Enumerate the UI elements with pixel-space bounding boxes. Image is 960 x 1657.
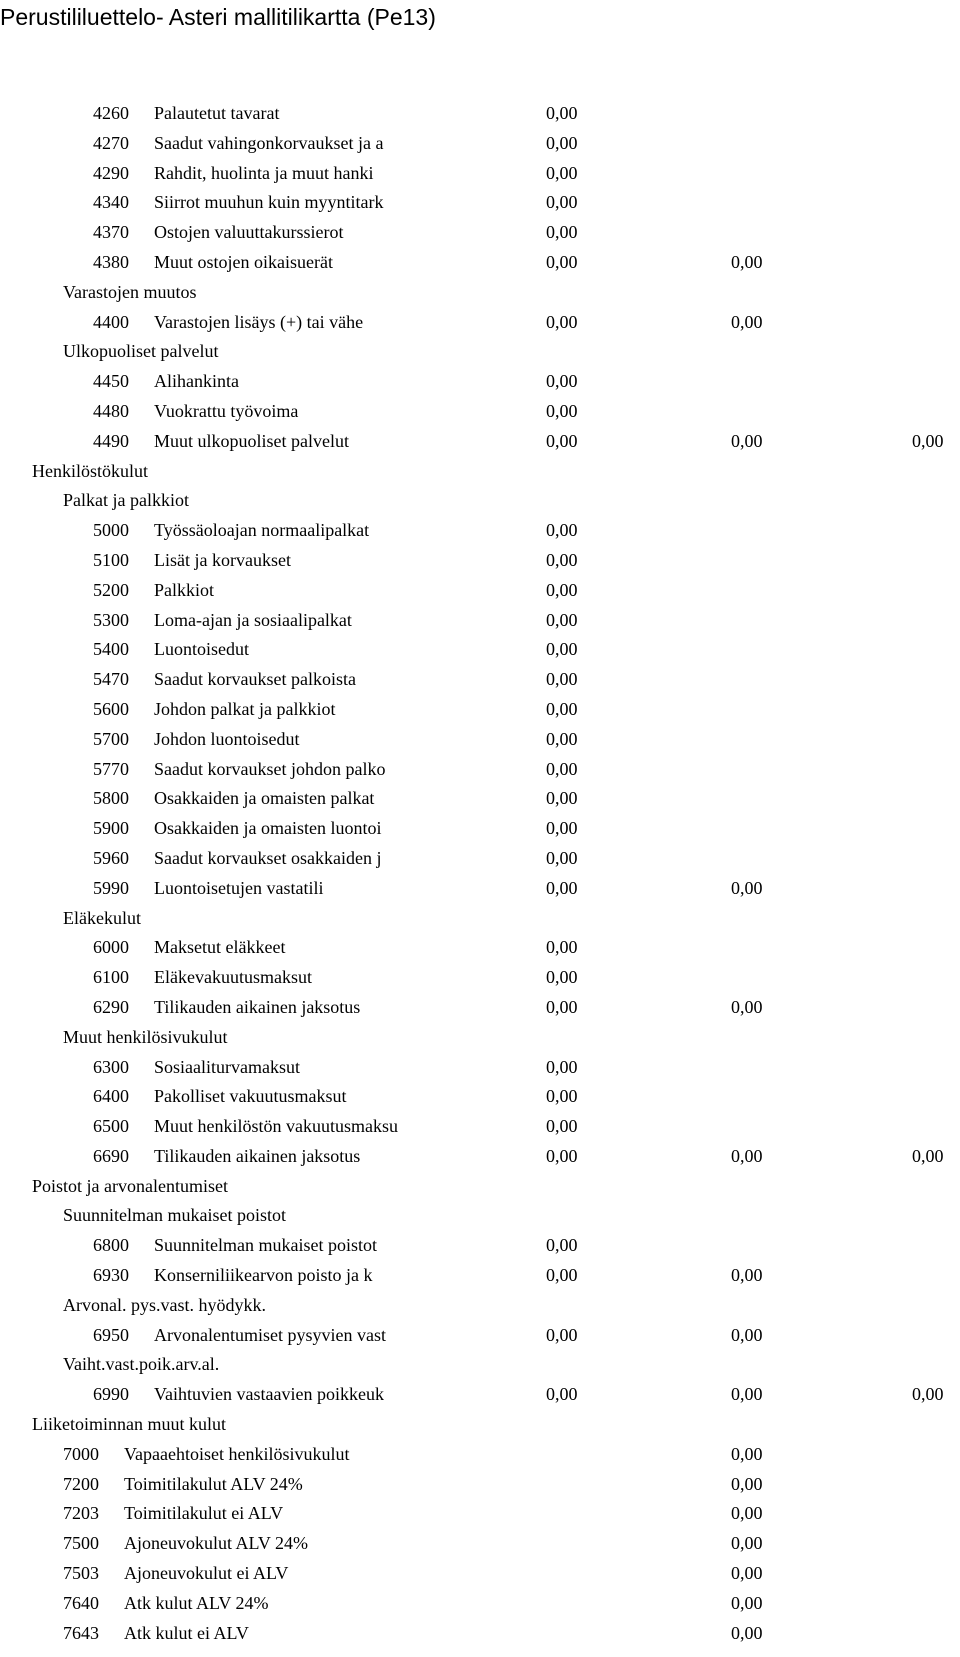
account-name: Sosiaaliturvamaksut — [154, 1056, 300, 1077]
account-row — [0, 1112, 960, 1142]
account-row — [0, 963, 960, 993]
balance-value: 0,00 — [546, 1324, 578, 1345]
account-row — [0, 1231, 960, 1261]
balance-value: 0,00 — [546, 132, 578, 153]
account-row — [0, 308, 960, 338]
account-row — [0, 1529, 960, 1559]
account-row — [0, 635, 960, 665]
account-number: 4450 — [93, 371, 129, 392]
account-row — [0, 784, 960, 814]
heading-label: Varastojen muutos — [63, 281, 197, 302]
balance-value: 0,00 — [546, 967, 578, 988]
balance-value: 0,00 — [546, 222, 578, 243]
balance-value: 0,00 — [731, 1473, 763, 1494]
heading-label: Henkilöstökulut — [32, 460, 148, 481]
balance-value: 0,00 — [731, 1622, 763, 1643]
balance-value: 0,00 — [546, 788, 578, 809]
account-number: 6000 — [93, 937, 129, 958]
account-name: Vuokrattu työvoima — [154, 400, 299, 421]
balance-value: 0,00 — [731, 1384, 763, 1405]
balance-value: 0,00 — [546, 877, 578, 898]
balance-value: 0,00 — [912, 1145, 944, 1166]
account-name: Toimitilakulut ALV 24% — [124, 1473, 303, 1494]
balance-value: 0,00 — [546, 758, 578, 779]
account-row — [0, 1559, 960, 1589]
balance-value: 0,00 — [546, 251, 578, 272]
account-number: 5990 — [93, 877, 129, 898]
group-heading — [0, 1172, 960, 1202]
subgroup-heading — [0, 337, 960, 367]
heading-label: Palkat ja palkkiot — [63, 490, 189, 511]
account-number: 5960 — [93, 847, 129, 868]
account-row — [0, 1053, 960, 1083]
balance-value: 0,00 — [546, 847, 578, 868]
account-number: 5900 — [93, 818, 129, 839]
account-number: 5700 — [93, 728, 129, 749]
account-number: 7203 — [63, 1503, 99, 1524]
account-number: 5400 — [93, 639, 129, 660]
heading-label: Eläkekulut — [63, 907, 141, 928]
account-row — [0, 1440, 960, 1470]
account-row — [0, 1380, 960, 1410]
account-name: Tilikauden aikainen jaksotus — [154, 1145, 361, 1166]
balance-value: 0,00 — [546, 1056, 578, 1077]
account-name: Konserniliikearvon poisto ja k — [154, 1265, 373, 1286]
account-number: 5000 — [93, 520, 129, 541]
heading-label: Vaiht.vast.poik.arv.al. — [63, 1354, 220, 1375]
balance-value: 0,00 — [731, 251, 763, 272]
balance-value: 0,00 — [546, 192, 578, 213]
balance-value: 0,00 — [546, 1384, 578, 1405]
account-name: Saadut vahingonkorvaukset ja a — [154, 132, 384, 153]
balance-value: 0,00 — [546, 579, 578, 600]
account-number: 6300 — [93, 1056, 129, 1077]
account-row — [0, 546, 960, 576]
account-number: 4380 — [93, 251, 129, 272]
balance-value: 0,00 — [546, 818, 578, 839]
account-number: 6500 — [93, 1116, 129, 1137]
account-name: Työssäoloajan normaalipalkat — [154, 520, 370, 541]
account-number: 6100 — [93, 967, 129, 988]
account-number: 4370 — [93, 222, 129, 243]
account-number: 5600 — [93, 698, 129, 719]
balance-value: 0,00 — [546, 1265, 578, 1286]
balance-value: 0,00 — [731, 311, 763, 332]
account-name: Johdon palkat ja palkkiot — [154, 698, 336, 719]
balance-value: 0,00 — [731, 1563, 763, 1584]
heading-label: Arvonal. pys.vast. hyödykk. — [63, 1294, 266, 1315]
account-name: Pakolliset vakuutusmaksut — [154, 1086, 347, 1107]
subgroup-heading — [0, 1291, 960, 1321]
account-number: 7500 — [63, 1533, 99, 1554]
account-row — [0, 1589, 960, 1619]
balance-value: 0,00 — [731, 1533, 763, 1554]
account-name: Saadut korvaukset palkoista — [154, 669, 356, 690]
balance-value: 0,00 — [546, 669, 578, 690]
account-number: 6290 — [93, 996, 129, 1017]
balance-value: 0,00 — [546, 937, 578, 958]
account-row — [0, 159, 960, 189]
account-row — [0, 427, 960, 457]
account-row — [0, 814, 960, 844]
balance-value: 0,00 — [546, 162, 578, 183]
account-row — [0, 129, 960, 159]
heading-label: Muut henkilösivukulut — [63, 1026, 228, 1047]
account-name: Tilikauden aikainen jaksotus — [154, 996, 361, 1017]
account-name: Muut ostojen oikaisuerät — [154, 251, 333, 272]
balance-value: 0,00 — [731, 1145, 763, 1166]
heading-label: Ulkopuoliset palvelut — [63, 341, 219, 362]
account-name: Maksetut eläkkeet — [154, 937, 286, 958]
account-row — [0, 1321, 960, 1351]
group-heading — [0, 1410, 960, 1440]
balance-value: 0,00 — [546, 371, 578, 392]
account-number: 5300 — [93, 609, 129, 630]
account-row — [0, 367, 960, 397]
balance-value: 0,00 — [731, 1443, 763, 1464]
account-name: Toimitilakulut ei ALV — [124, 1503, 284, 1524]
balance-value: 0,00 — [546, 639, 578, 660]
balance-value: 0,00 — [731, 996, 763, 1017]
account-number: 5800 — [93, 788, 129, 809]
heading-label: Suunnitelman mukaiset poistot — [63, 1205, 286, 1226]
heading-label: Liiketoiminnan muut kulut — [32, 1414, 226, 1435]
balance-value: 0,00 — [731, 1592, 763, 1613]
account-name: Ajoneuvokulut ei ALV — [124, 1563, 289, 1584]
account-number: 6950 — [93, 1324, 129, 1345]
subgroup-heading — [0, 904, 960, 934]
account-number: 4260 — [93, 103, 129, 123]
account-number: 4290 — [93, 162, 129, 183]
account-number: 6800 — [93, 1235, 129, 1256]
account-name: Ostojen valuuttakurssierot — [154, 222, 344, 243]
balance-value: 0,00 — [546, 698, 578, 719]
balance-value: 0,00 — [546, 1116, 578, 1137]
heading-label: Poistot ja arvonalentumiset — [32, 1175, 228, 1196]
page-title: Perustililuettelo- Asteri mallitilikartta (Pe13) — [0, 4, 436, 30]
balance-value: 0,00 — [731, 877, 763, 898]
balance-value: 0,00 — [546, 609, 578, 630]
account-number: 5770 — [93, 758, 129, 779]
account-row — [0, 1619, 960, 1649]
account-number: 4400 — [93, 311, 129, 332]
account-row — [0, 1142, 960, 1172]
account-list — [0, 99, 960, 1648]
account-name: Saadut korvaukset johdon palko — [154, 758, 386, 779]
balance-value: 0,00 — [546, 728, 578, 749]
account-name: Vapaaehtoiset henkilösivukulut — [124, 1443, 350, 1464]
account-row — [0, 248, 960, 278]
balance-value: 0,00 — [912, 430, 944, 451]
account-row — [0, 755, 960, 785]
account-name: Osakkaiden ja omaisten palkat — [154, 788, 375, 809]
account-name: Eläkevakuutusmaksut — [154, 967, 312, 988]
account-row — [0, 397, 960, 427]
account-row — [0, 844, 960, 874]
account-name: Osakkaiden ja omaisten luontoi — [154, 818, 382, 839]
balance-value: 0,00 — [546, 400, 578, 421]
account-name: Muut henkilöstön vakuutusmaksu — [154, 1116, 398, 1137]
account-row — [0, 1499, 960, 1529]
balance-value: 0,00 — [731, 1265, 763, 1286]
account-number: 4340 — [93, 192, 129, 213]
account-number: 4480 — [93, 400, 129, 421]
balance-value: 0,00 — [546, 1235, 578, 1256]
account-number: 6400 — [93, 1086, 129, 1107]
account-name: Varastojen lisäys (+) tai vähe — [154, 311, 364, 332]
subgroup-heading — [0, 1023, 960, 1053]
account-number: 7640 — [63, 1592, 99, 1613]
account-row — [0, 1082, 960, 1112]
account-row — [0, 725, 960, 755]
account-row — [0, 188, 960, 218]
account-name: Lisät ja korvaukset — [154, 549, 291, 570]
subgroup-heading — [0, 486, 960, 516]
account-row — [0, 665, 960, 695]
account-name: Vaihtuvien vastaavien poikkeuk — [154, 1384, 384, 1405]
group-heading — [0, 457, 960, 487]
account-row — [0, 218, 960, 248]
account-number: 7000 — [63, 1443, 99, 1464]
balance-value: 0,00 — [546, 549, 578, 570]
subgroup-heading — [0, 1201, 960, 1231]
balance-value: 0,00 — [731, 1324, 763, 1345]
balance-value: 0,00 — [912, 1384, 944, 1405]
account-number: 6690 — [93, 1145, 129, 1166]
account-name: Atk kulut ei ALV — [124, 1622, 249, 1643]
account-row — [0, 606, 960, 636]
account-name: Saadut korvaukset osakkaiden j — [154, 847, 382, 868]
account-name: Rahdit, huolinta ja muut hanki — [154, 162, 374, 183]
subgroup-heading — [0, 278, 960, 308]
account-name: Luontoisetujen vastatili — [154, 877, 324, 898]
account-number: 7200 — [63, 1473, 99, 1494]
balance-value: 0,00 — [546, 430, 578, 451]
account-number: 6990 — [93, 1384, 129, 1405]
account-row — [0, 874, 960, 904]
balance-value: 0,00 — [546, 1086, 578, 1107]
account-number: 4270 — [93, 132, 129, 153]
account-name: Ajoneuvokulut ALV 24% — [124, 1533, 309, 1554]
account-name: Loma-ajan ja sosiaalipalkat — [154, 609, 352, 630]
account-name: Arvonalentumiset pysyvien vast — [154, 1324, 386, 1345]
account-number: 4490 — [93, 430, 129, 451]
balance-value: 0,00 — [546, 103, 578, 123]
account-row — [0, 1261, 960, 1291]
account-number: 5470 — [93, 669, 129, 690]
account-number: 7643 — [63, 1622, 99, 1643]
balance-value: 0,00 — [546, 311, 578, 332]
account-row — [0, 993, 960, 1023]
account-name: Palkkiot — [154, 579, 215, 600]
account-row — [0, 1470, 960, 1500]
subgroup-heading — [0, 1350, 960, 1380]
account-name: Siirrot muuhun kuin myyntitark — [154, 192, 384, 213]
account-row — [0, 99, 960, 129]
account-name: Johdon luontoisedut — [154, 728, 300, 749]
account-row — [0, 695, 960, 725]
account-row — [0, 933, 960, 963]
balance-value: 0,00 — [546, 1145, 578, 1166]
balance-value: 0,00 — [731, 430, 763, 451]
account-row — [0, 576, 960, 606]
account-name: Muut ulkopuoliset palvelut — [154, 430, 349, 451]
account-name: Palautetut tavarat — [154, 103, 280, 123]
account-name: Suunnitelman mukaiset poistot — [154, 1235, 377, 1256]
account-number: 6930 — [93, 1265, 129, 1286]
balance-value: 0,00 — [546, 996, 578, 1017]
account-name: Luontoisedut — [154, 639, 249, 660]
account-number: 7503 — [63, 1563, 99, 1584]
balance-value: 0,00 — [731, 1503, 763, 1524]
balance-value: 0,00 — [546, 520, 578, 541]
account-name: Atk kulut ALV 24% — [124, 1592, 269, 1613]
account-number: 5100 — [93, 549, 129, 570]
account-row — [0, 516, 960, 546]
account-name: Alihankinta — [154, 371, 239, 392]
account-number: 5200 — [93, 579, 129, 600]
